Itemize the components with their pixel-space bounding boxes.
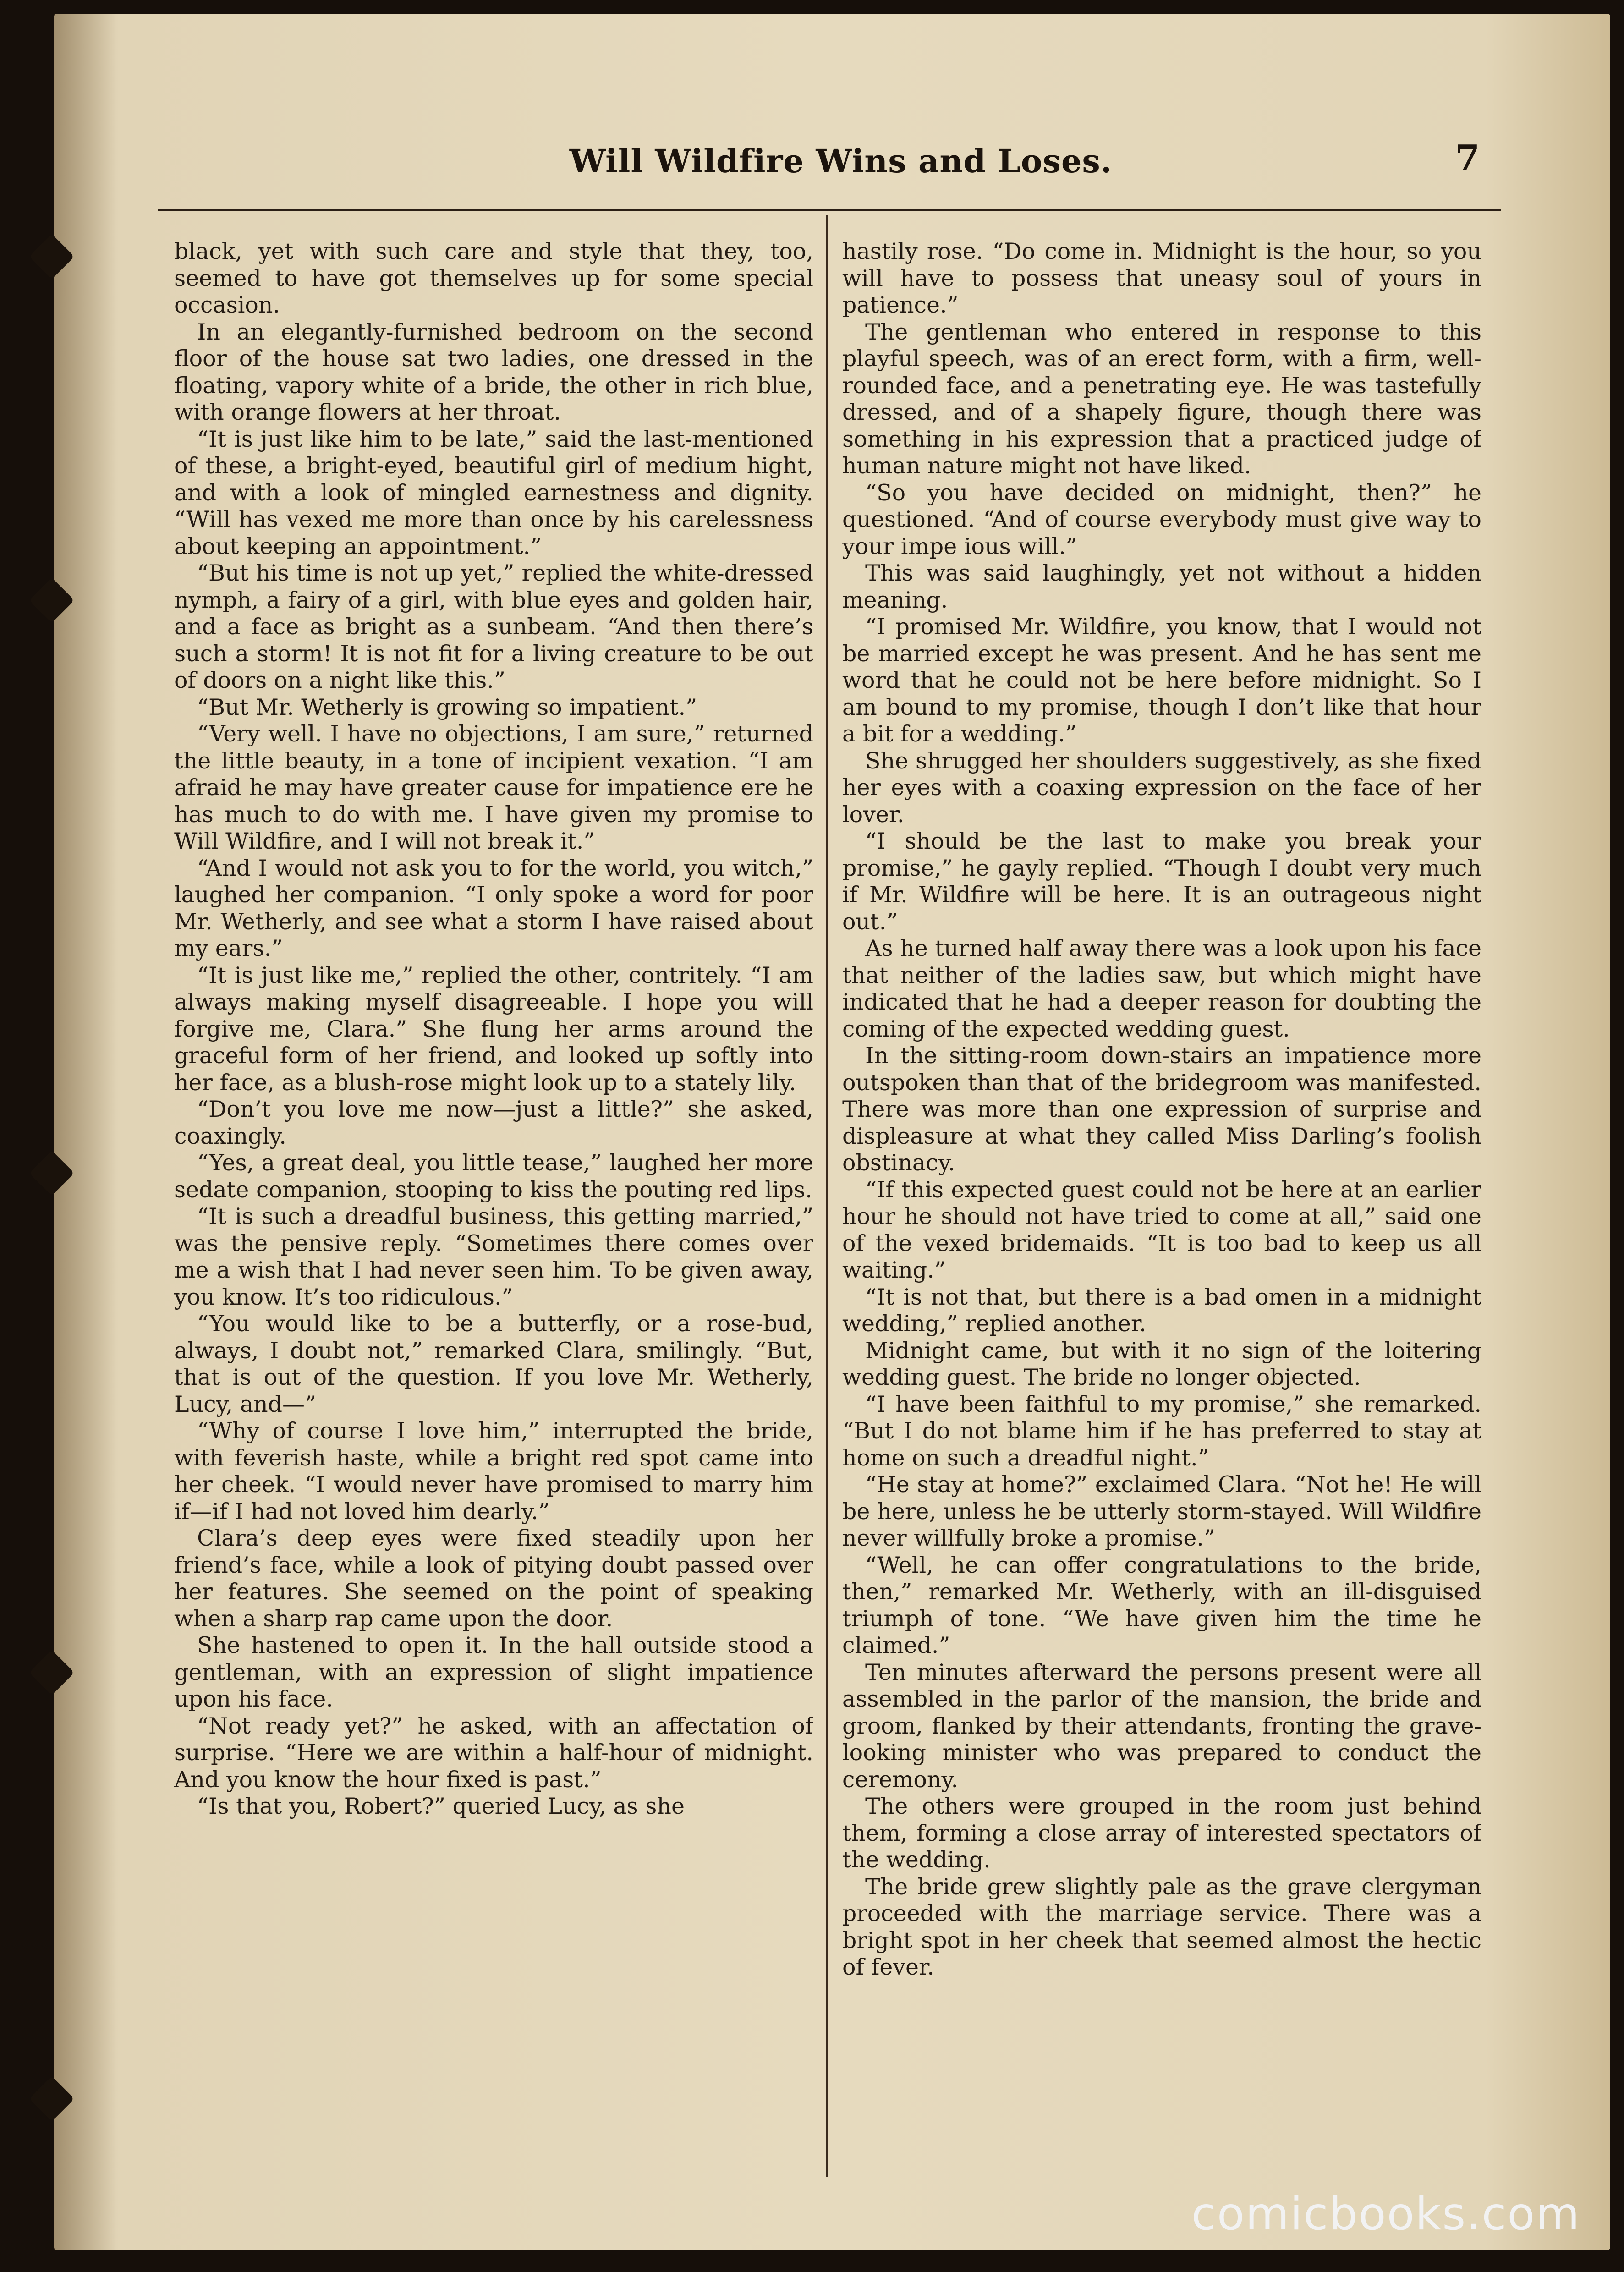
paragraph: She hastened to open it. In the hall outside stood a gentleman, with an expression of slight impatience upon his face. <box>174 1632 813 1712</box>
paragraph: The others were grouped in the room just behind them, forming a close array of interested spectators of the wedding. <box>842 1793 1481 1873</box>
paragraph: “You would like to be a butterfly, or a rose-bud, always, I doubt not,” remarked Clara, smilingly. “But, that is out of the question. If you love Mr. Wetherly, Lucy, and—” <box>174 1311 813 1417</box>
paragraph: This was said laughingly, yet not without a hidden meaning. <box>842 560 1481 613</box>
paragraph: Clara’s deep eyes were fixed steadily upon her friend’s face, while a look of pitying doubt passed over her features. She seemed on the point of speaking when a sharp rap came upon the door. <box>174 1525 813 1632</box>
paragraph: “But Mr. Wetherly is growing so impatient.” <box>197 694 697 720</box>
paragraph: “It is just like me,” replied the other, contritely. “I am always making myself disagreeable. I hope you will forgive me, Clara.” She flung her arms around the graceful form of her friend, and looked up softly into her face, as a blush-rose might look up to a stately lily. <box>174 962 813 1096</box>
paragraph: “It is such a dreadful business, this getting married,” was the pensive reply. “Sometimes there comes over me a wish that I had never seen him. To be given away, you know. It’s too ridiculous.” <box>174 1203 813 1310</box>
page-header-title: Will Wildfire Wins and Loses. <box>569 142 1113 180</box>
paragraph: black, yet with such care and style that they, too, seemed to have got themselves up for some special occasion. <box>174 238 813 318</box>
paragraph: As he turned half away there was a look upon his face that neither of the ladies saw, but which might have indicated that he had a deeper reason for doubting the coming of the expected wedding guest. <box>842 935 1481 1042</box>
paragraph: Midnight came, but with it no sign of the loitering wedding guest. The bride no longer objected. <box>842 1337 1481 1390</box>
paragraph: “He stay at home?” exclaimed Clara. “Not he! He will be here, unless he be utterly storm-stayed. Will Wildfire never willfully broke a promise.” <box>842 1471 1481 1551</box>
paragraph: “Don’t you love me now—just a little?” she asked, coaxingly. <box>174 1096 813 1149</box>
paragraph: “But his time is not up yet,” replied the white-dressed nymph, a fairy of a girl, with blue eyes and golden hair, and a face as bright as a sunbeam. “And then there’s such a storm! It is not fit for a living creature to be out of doors on a night like this.” <box>174 560 813 693</box>
paragraph: “Not ready yet?” he asked, with an affectation of surprise. “Here we are within a half-hour of midnight. And you know the hour fixed is past.” <box>174 1712 813 1793</box>
paragraph: “So you have decided on midnight, then?” he questioned. “And of course everybody must give way to your impe ious will.” <box>842 479 1481 560</box>
spine-shadow <box>54 14 118 2250</box>
paragraph: “I promised Mr. Wildfire, you know, that I would not be married except he was present. And he has sent me word that he could not be here before midnight. So I am bound to my promise, though I don’t like that hour a bit for a wedding.” <box>842 614 1481 747</box>
paragraph: “If this expected guest could not be here at an earlier hour he should not have tried to come at all,” said one of the vexed bridemaids. “It is too bad to keep us all waiting.” <box>842 1176 1481 1283</box>
paragraph: “It is just like him to be late,” said the last-mentioned of these, a bright-eyed, beautiful girl of medium hight, and with a look of mingled earnestness and dignity. “Will has vexed me more than once by his carelessness about keeping an appointment.” <box>174 426 813 560</box>
paragraph: In an elegantly-furnished bedroom on the second floor of the house sat two ladies, one dressed in the floating, vapory white of a bride, the other in rich blue, with orange flowers at her throat. <box>174 318 813 425</box>
paragraph: “Very well. I have no objections, I am sure,” returned the little beauty, in a tone of incipient vexation. “I am afraid he may have greater cause for impatience ere he has much to do with me. I have given my promise to Will Wildfire, and I will not break it.” <box>174 721 813 854</box>
paragraph: The gentleman who entered in response to this playful speech, was of an erect form, with a firm, well-rounded face, and a penetrating eye. He was tastefully dressed, and of a shapely figure, though there was something in his expression that a practiced judge of human nature might not have liked. <box>842 318 1481 479</box>
paragraph: In the sitting-room down-stairs an impatience more outspoken than that of the bridegroom was manifested. There was more than one expression of surprise and displeasure at what they called Miss Darling’s foolish obstinacy. <box>842 1043 1481 1176</box>
paragraph: “I should be the last to make you break your promise,” he gayly replied. “Though I doubt very much if Mr. Wildfire will be here. It is an outrageous night out.” <box>842 828 1481 935</box>
page-number: 7 <box>1455 137 1480 179</box>
left-text-column <box>174 238 813 2177</box>
header-rule <box>158 209 1501 211</box>
paragraph: “I have been faithful to my promise,” she remarked. “But I do not blame him if he has preferred to stay at home on such a dreadful night.” <box>842 1391 1481 1471</box>
paragraph: “Is that you, Robert?” queried Lucy, as she <box>197 1793 685 1819</box>
paragraph: “And I would not ask you to for the world, you witch,” laughed her companion. “I only spoke a word for poor Mr. Wetherly, and see what a storm I have raised about my ears.” <box>174 855 813 961</box>
right-text-column <box>842 238 1481 2177</box>
paragraph: She shrugged her shoulders suggestively, as she fixed her eyes with a coaxing expression on the face of her lover. <box>842 747 1481 828</box>
column-divider <box>826 215 828 2177</box>
paragraph: “Yes, a great deal, you little tease,” laughed her more sedate companion, stooping to kiss the pouting red lips. <box>174 1150 813 1203</box>
watermark: comicbooks.com <box>1191 2188 1580 2240</box>
paragraph: “Why of course I love him,” interrupted the bride, with feverish haste, while a bright red spot came into her cheek. “I would never have promised to marry him if—if I had not loved him dearly.” <box>174 1418 813 1525</box>
paragraph: Ten minutes afterward the persons present were all assembled in the parlor of the mansion, the bride and groom, flanked by their attendants, fronting the grave-looking minister who was prepared to conduct the ceremony. <box>842 1659 1481 1793</box>
paragraph: “It is not that, but there is a bad omen in a midnight wedding,” replied another. <box>842 1284 1481 1337</box>
paragraph: The bride grew slightly pale as the grave clergyman proceeded with the marriage service. There was a bright spot in her cheek that seemed almost the hectic of fever. <box>842 1873 1481 1980</box>
paragraph: hastily rose. “Do come in. Midnight is the hour, so you will have to possess that uneasy soul of yours in patience.” <box>842 238 1481 318</box>
paragraph: “Well, he can offer congratulations to the bride, then,” remarked Mr. Wetherly, with an ill-disguised triumph of tone. “We have given him the time he claimed.” <box>842 1552 1481 1658</box>
